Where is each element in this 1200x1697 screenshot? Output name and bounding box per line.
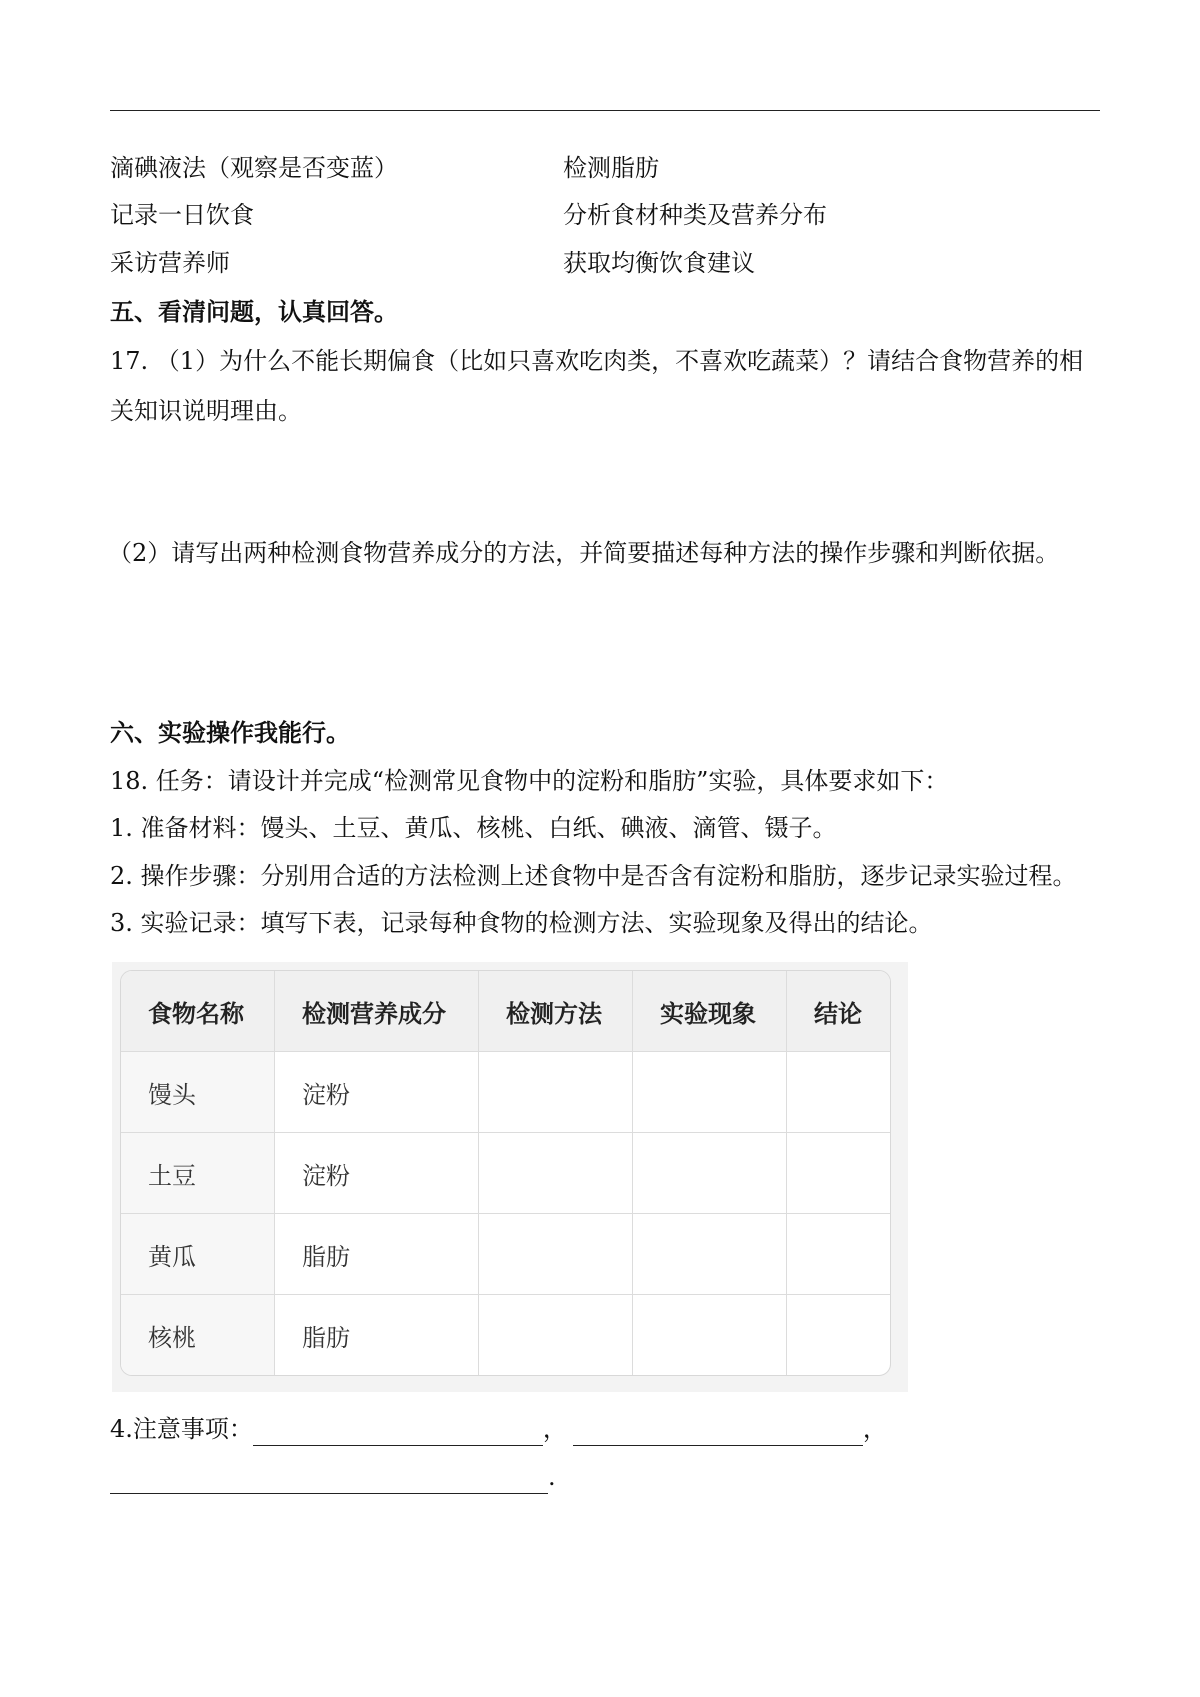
header-rule xyxy=(110,110,1100,111)
cell-method xyxy=(479,1133,633,1214)
precautions-blank-1[interactable] xyxy=(253,1419,543,1446)
cell-conclusion xyxy=(787,1133,890,1214)
match-right-2: 分析食材种类及营养分布 xyxy=(563,201,827,229)
cell-phenomenon xyxy=(633,1214,787,1295)
cell-nutrient: 脂肪 xyxy=(275,1295,479,1375)
precautions-label: 4.注意事项： xyxy=(110,1415,253,1443)
blank-separator-2: ， xyxy=(862,1415,887,1443)
match-right-3: 获取均衡饮食建议 xyxy=(563,249,755,277)
requirement-materials: 1. 准备材料：馒头、土豆、黄瓜、核桃、白纸、碘液、滴管、镊子。 xyxy=(110,814,837,842)
experiment-record-table xyxy=(120,970,891,1376)
cell-nutrient: 淀粉 xyxy=(275,1133,479,1214)
table-header-row xyxy=(121,971,890,1052)
header-food-name: 食物名称 xyxy=(121,971,275,1052)
precautions-line xyxy=(110,1412,887,1446)
match-left-2: 记录一日饮食 xyxy=(110,201,254,229)
cell-conclusion xyxy=(787,1214,890,1295)
question-17-part2: （2）请写出两种检测食物营养成分的方法，并简要描述每种方法的操作步骤和判断依据。 xyxy=(108,539,1060,567)
precautions-blank-2[interactable] xyxy=(573,1419,863,1446)
cell-phenomenon xyxy=(633,1133,787,1214)
cell-conclusion xyxy=(787,1052,890,1133)
cell-phenomenon xyxy=(633,1295,787,1375)
cell-method xyxy=(479,1295,633,1375)
table-row xyxy=(121,1295,890,1375)
requirement-steps: 2. 操作步骤：分别用合适的方法检测上述食物中是否含有淀粉和脂肪，逐步记录实验过程。 xyxy=(110,862,1077,890)
match-left-1: 滴碘液法（观察是否变蓝） xyxy=(110,154,398,182)
match-left-3: 采访营养师 xyxy=(110,249,230,277)
cell-conclusion xyxy=(787,1295,890,1375)
header-method: 检测方法 xyxy=(479,971,633,1052)
end-period: . xyxy=(548,1463,556,1491)
cell-phenomenon xyxy=(633,1052,787,1133)
table-row xyxy=(121,1052,890,1133)
cell-nutrient: 脂肪 xyxy=(275,1214,479,1295)
header-phenomenon: 实验现象 xyxy=(633,971,787,1052)
precautions-blank-3[interactable] xyxy=(110,1467,548,1494)
header-conclusion: 结论 xyxy=(787,971,890,1052)
match-right-1: 检测脂肪 xyxy=(563,154,659,182)
blank-separator-1: ， xyxy=(542,1415,567,1443)
cell-method xyxy=(479,1052,633,1133)
cell-food: 土豆 xyxy=(121,1133,275,1214)
cell-method xyxy=(479,1214,633,1295)
table-row xyxy=(121,1133,890,1214)
precautions-line-2 xyxy=(110,1460,556,1494)
table-row xyxy=(121,1214,890,1295)
experiment-table-image xyxy=(112,962,908,1392)
section5-heading: 五、看清问题，认真回答。 xyxy=(110,297,398,326)
cell-food: 馒头 xyxy=(121,1052,275,1133)
header-nutrient: 检测营养成分 xyxy=(275,971,479,1052)
cell-food: 黄瓜 xyxy=(121,1214,275,1295)
question-17-part1: 17. （1）为什么不能长期偏食（比如只喜欢吃肉类，不喜欢吃蔬菜）？请结合食物营养的相关知识说明理由。 xyxy=(110,347,1084,425)
cell-food: 核桃 xyxy=(121,1295,275,1375)
section6-heading: 六、实验操作我能行。 xyxy=(110,718,350,747)
cell-nutrient: 淀粉 xyxy=(275,1052,479,1133)
requirement-record: 3. 实验记录：填写下表，记录每种食物的检测方法、实验现象及得出的结论。 xyxy=(110,909,933,937)
question-18-task: 18. 任务：请设计并完成“检测常见食物中的淀粉和脂肪”实验，具体要求如下： xyxy=(110,767,949,795)
